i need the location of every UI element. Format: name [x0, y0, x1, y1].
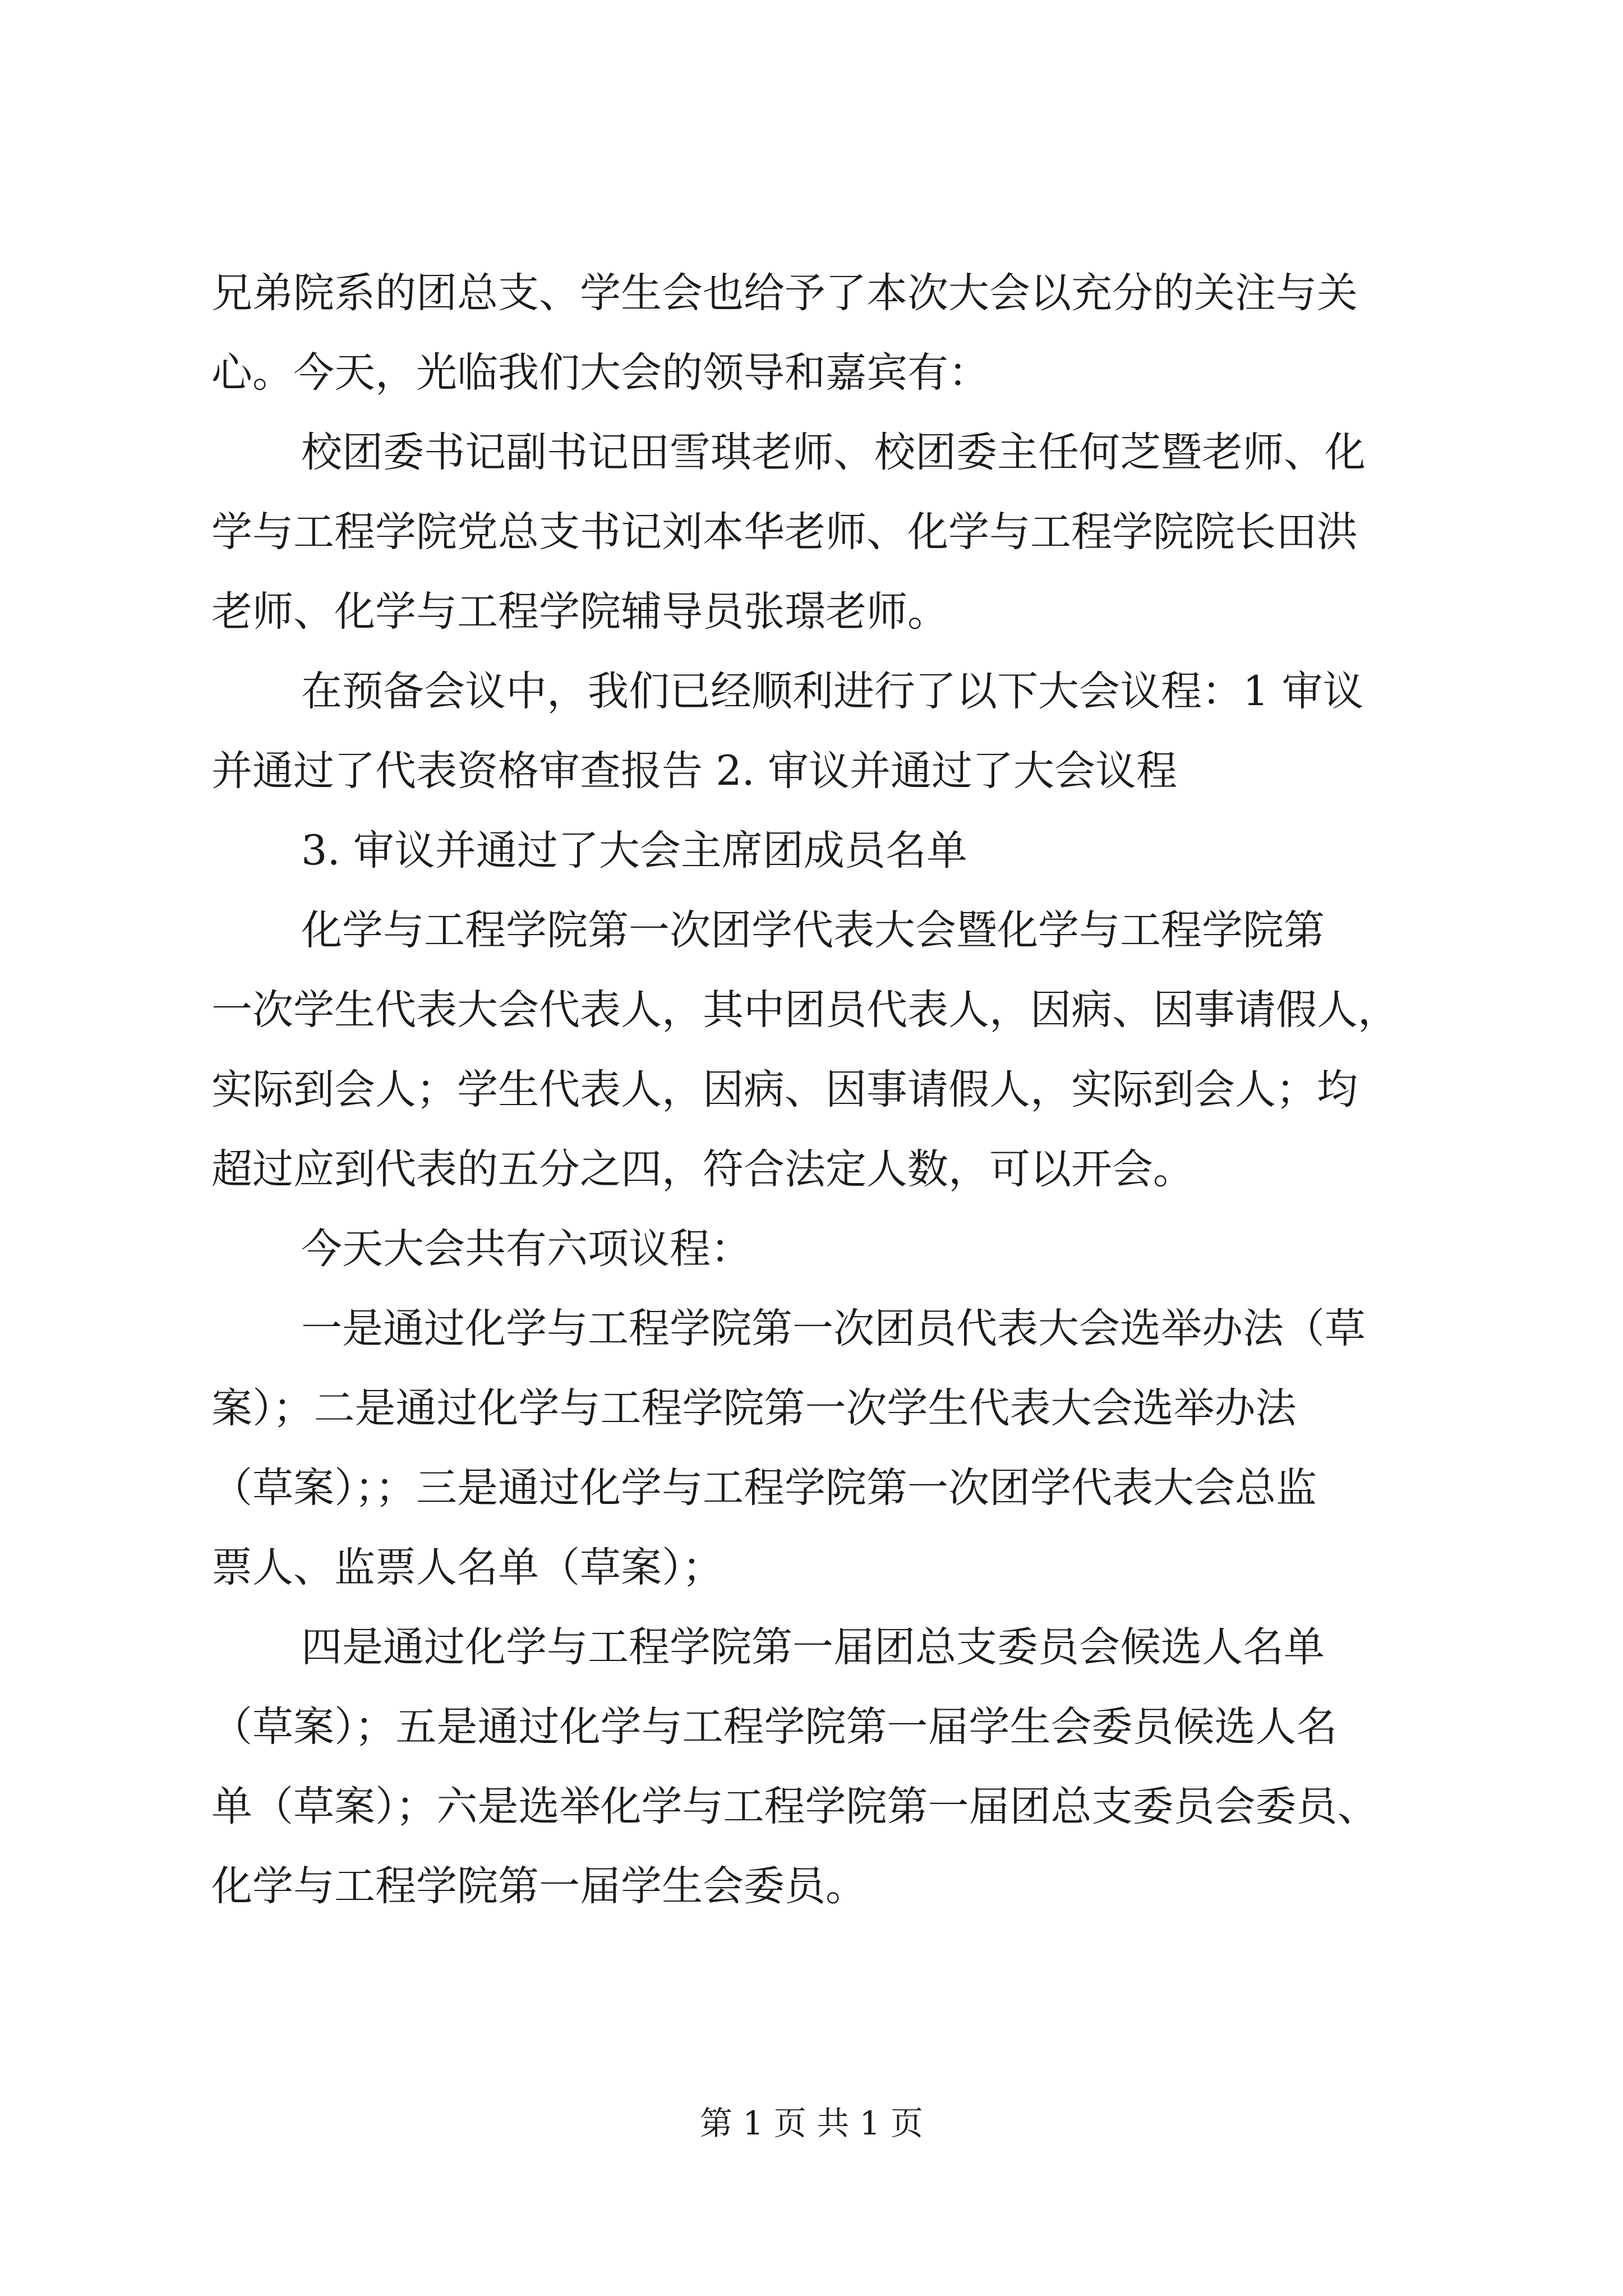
text-line: 实际到会人；学生代表人，因病、因事请假人，实际到会人；均 — [211, 1066, 1358, 1114]
text-line: 超过应到代表的五分之四，符合法定人数，可以开会。 — [211, 1145, 1194, 1193]
text-line: 学与工程学院党总支书记刘本华老师、化学与工程学院院长田洪 — [211, 508, 1358, 556]
paragraph-start-line: 今天大会共有六项议程： — [301, 1225, 751, 1273]
text-line: 票人、监票人名单（草案）； — [211, 1544, 723, 1591]
paragraph-start-line: 化学与工程学院第一次团学代表大会暨化学与工程学院第 — [301, 907, 1325, 954]
paragraph-start-line: 校团委书记副书记田雪琪老师、校团委主任何芝暨老师、化 — [301, 429, 1366, 476]
text-line: 并通过了代表资格审查报告 2. 审议并通过了大会议程 — [211, 747, 1178, 795]
text-line: 老师、化学与工程学院辅导员张璟老师。 — [211, 588, 948, 636]
paragraph-start-line: 3. 审议并通过了大会主席团成员名单 — [301, 827, 967, 875]
text-line: 兄弟院系的团总支、学生会也给予了本次大会以充分的关注与关 — [211, 269, 1358, 317]
text-line: （草案）；；三是通过化学与工程学院第一次团学代表大会总监 — [211, 1464, 1317, 1512]
paragraph-start-line: 一是通过化学与工程学院第一次团员代表大会选举办法（草 — [301, 1305, 1366, 1352]
text-line: 心。今天，光临我们大会的领导和嘉宾有： — [211, 349, 989, 397]
text-line: 一次学生代表大会代表人，其中团员代表人，因病、因事请假人， — [211, 986, 1399, 1034]
page-footer: 第 1 页 共 1 页 — [700, 2104, 923, 2142]
text-line: 案）；二是通过化学与工程学院第一次学生代表大会选举办法 — [211, 1384, 1297, 1432]
text-line: （草案）；五是通过化学与工程学院第一届学生会委员候选人名 — [211, 1703, 1338, 1751]
paragraph-start-line: 在预备会议中，我们已经顺利进行了以下大会议程：1 审议 — [301, 668, 1364, 715]
text-line: 单（草案）；六是选举化学与工程学院第一届团总支委员会委员、 — [211, 1783, 1378, 1830]
text-line: 化学与工程学院第一届学生会委员。 — [211, 1862, 866, 1910]
paragraph-start-line: 四是通过化学与工程学院第一届团总支委员会候选人名单 — [301, 1623, 1325, 1671]
